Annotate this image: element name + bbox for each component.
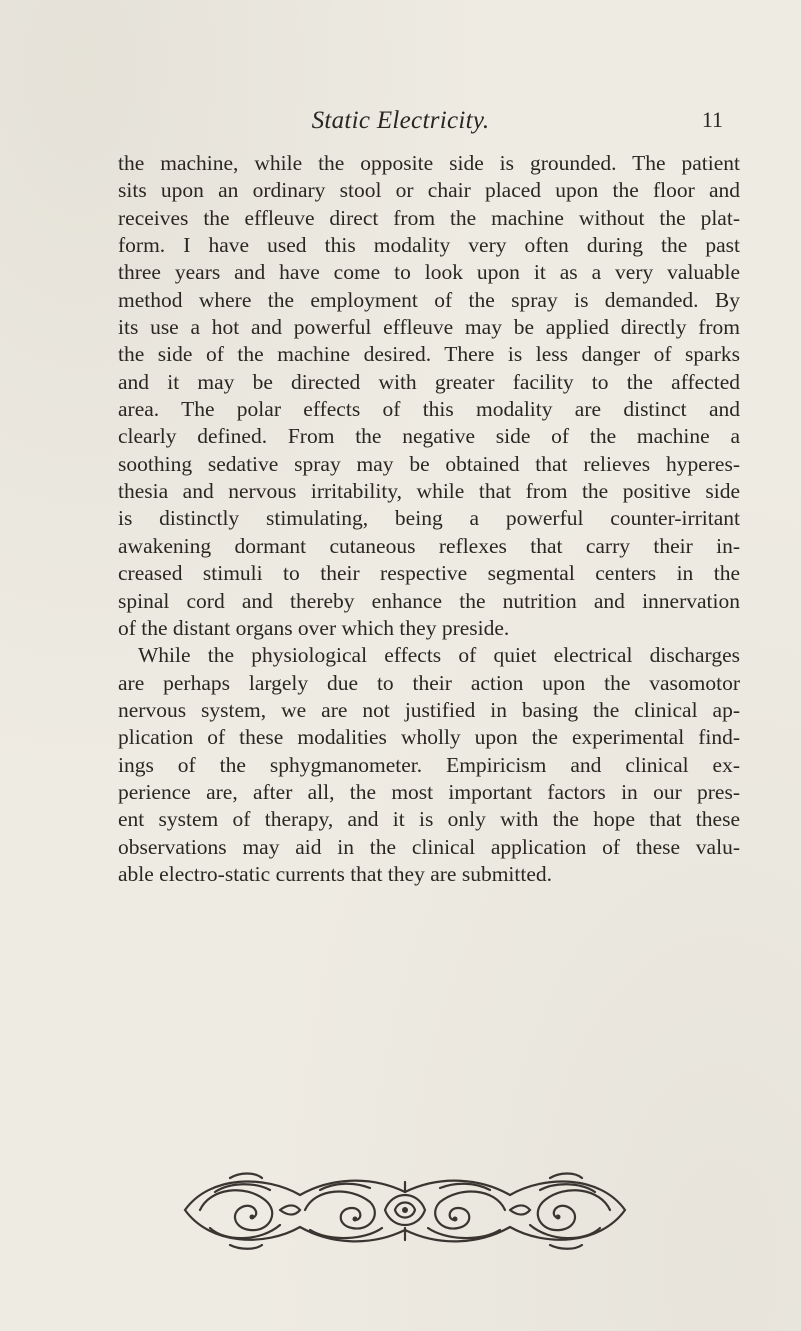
text-line: ings of the sphygmanometer. Empiricism and clinical ex- <box>118 752 740 777</box>
text-line: spinal cord and thereby enhance the nutrition and innervation <box>118 588 740 613</box>
text-line: of the distant organs over which they preside. <box>118 615 510 640</box>
text-line: and it may be directed with greater facility to the affected <box>118 369 740 394</box>
text-line: observations may aid in the clinical application of these valu- <box>118 834 740 859</box>
text-line: perience are, after all, the most important factors in our pres- <box>118 779 740 804</box>
text-line: receives the effleuve direct from the machine without the plat- <box>118 205 740 230</box>
running-title: Static Electricity. <box>311 107 490 134</box>
text-line: its use a hot and powerful effleuve may be applied directly from <box>118 315 740 340</box>
paragraph-1 <box>118 150 740 642</box>
text-line: creased stimuli to their respective segmental centers in the <box>118 561 740 586</box>
text-line: form. I have used this modality very often during the past <box>118 233 740 258</box>
text-line: is distinctly stimulating, being a powerful counter-irritant <box>118 506 740 531</box>
paragraph-2 <box>118 642 740 888</box>
text-line: method where the employment of the spray is demanded. By <box>118 287 740 312</box>
text-line: awakening dormant cutaneous reflexes that carry their in- <box>118 533 740 558</box>
page-number: 11 <box>701 107 723 132</box>
text-line: thesia and nervous irritability, while that from the positive side <box>118 479 740 504</box>
text-line: clearly defined. From the negative side of the machine a <box>118 424 740 449</box>
text-line: the side of the machine desired. There is less danger of sparks <box>118 342 740 367</box>
text-line: While the physiological effects of quiet electrical discharges <box>138 643 740 668</box>
running-head <box>0 107 801 137</box>
text-line: are perhaps largely due to their action upon the vasomotor <box>118 670 740 695</box>
text-line: soothing sedative spray may be obtained that relieves hyperes- <box>118 451 740 476</box>
text-line: able electro-static currents that they are submitted. <box>118 861 552 886</box>
text-line: nervous system, we are not justified in basing the clinical ap- <box>118 697 740 722</box>
body-text <box>118 150 740 888</box>
text-line: area. The polar effects of this modality are distinct and <box>118 397 740 422</box>
text-line: three years and have come to look upon it as a very valuable <box>118 260 740 285</box>
text-line: the machine, while the opposite side is grounded. The patient <box>118 151 740 175</box>
text-line: sits upon an ordinary stool or chair placed upon the floor and <box>118 178 740 203</box>
text-line: ent system of therapy, and it is only with the hope that these <box>118 807 740 832</box>
tailpiece-ornament-icon <box>170 1170 640 1252</box>
text-line: plication of these modalities wholly upon the experimental find- <box>118 725 740 750</box>
